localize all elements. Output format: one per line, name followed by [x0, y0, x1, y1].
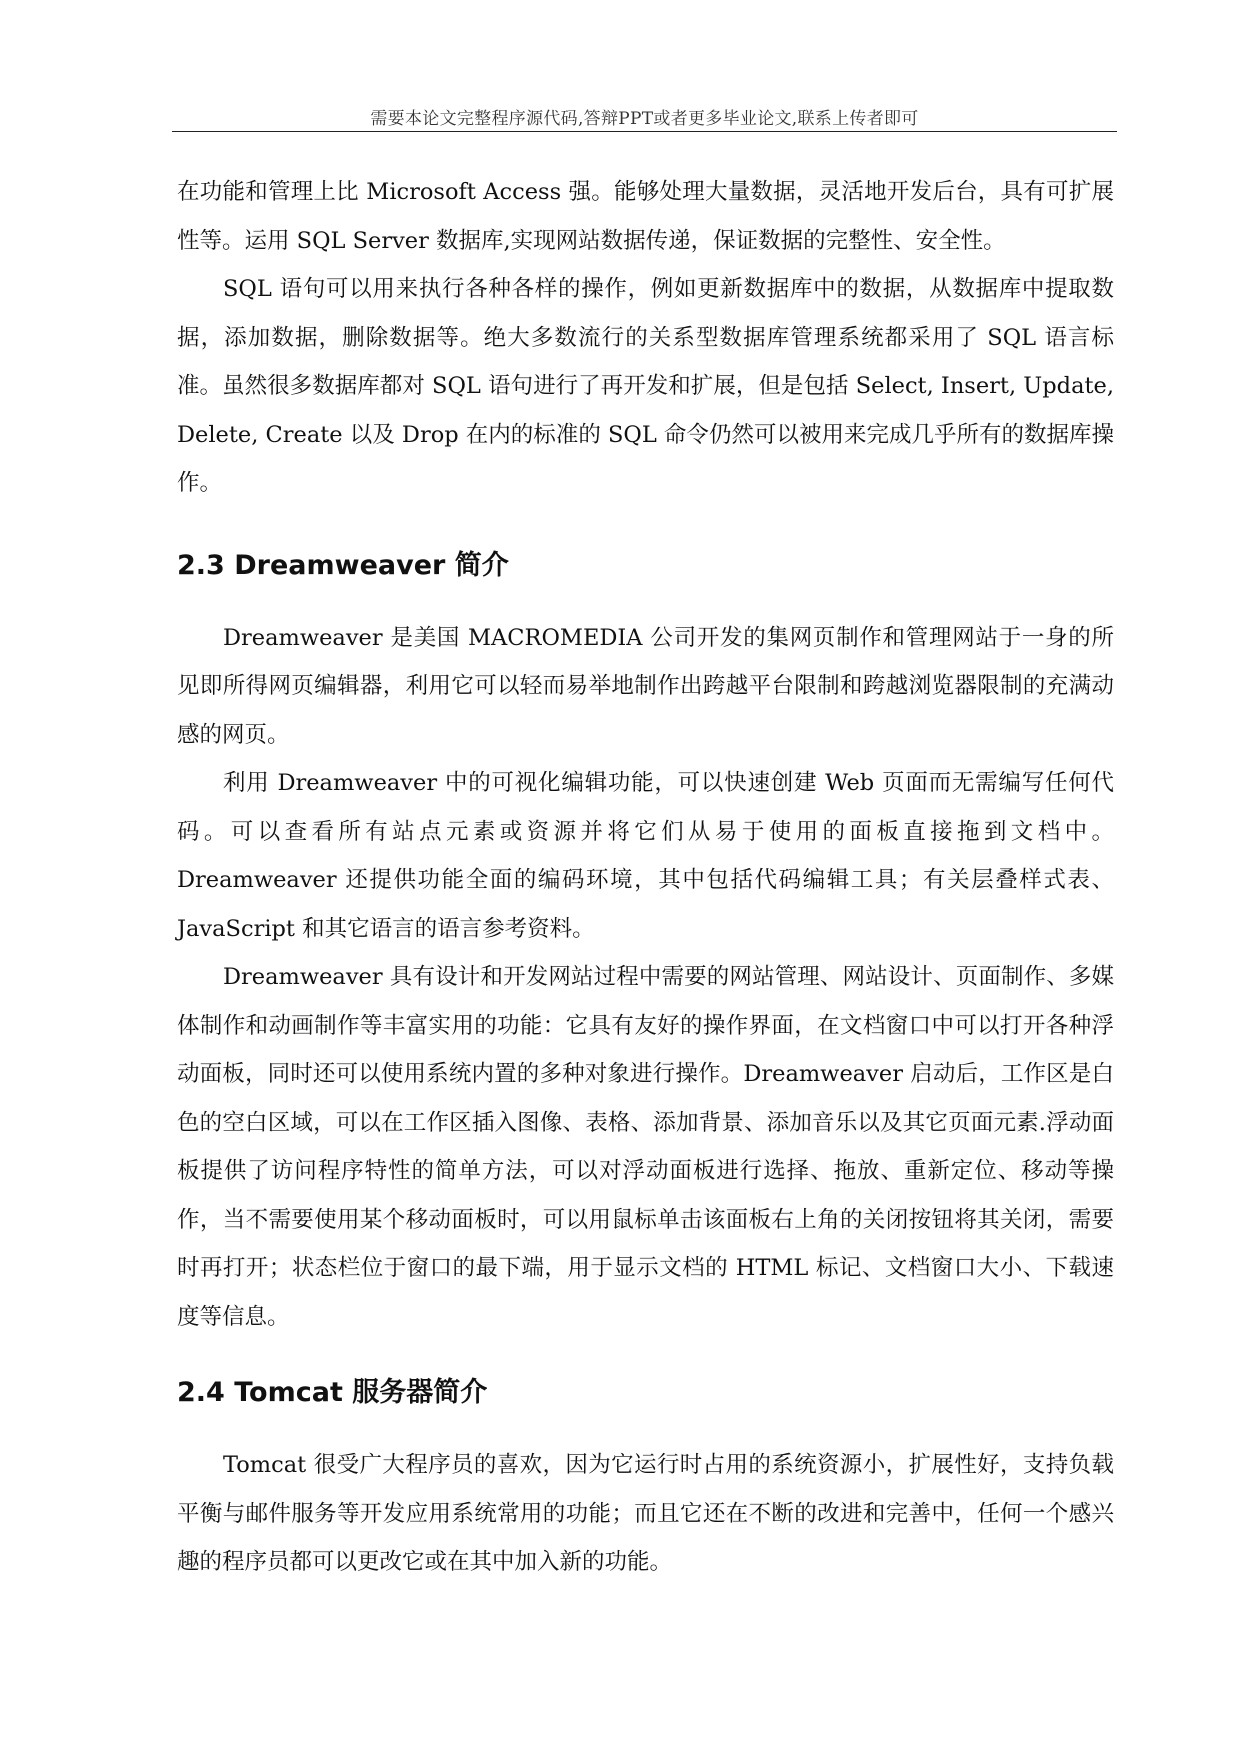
header-rule: [172, 131, 1117, 132]
document-body: [177, 168, 1114, 1587]
paragraph-tomcat-overview: Tomcat 很受广大程序员的喜欢，因为它运行时占用的系统资源小，扩展性好，支持负载平衡与邮件服务等开发应用系统常用的功能；而且它还在不断的改进和完善中，任何一个感兴趣的程序员都可以更改它或在其中加入新的功能。: [177, 1452, 1114, 1575]
section-heading-dreamweaver: 2.3 Dreamweaver 简介: [177, 549, 509, 581]
section-heading-tomcat: 2.4 Tomcat 服务器简介: [177, 1377, 488, 1408]
paragraph-dreamweaver-features: Dreamweaver 具有设计和开发网站过程中需要的网站管理、网站设计、页面制作、多媒体制作和动画制作等丰富实用的功能：它具有友好的操作界面，在文档窗口中可以打开各种浮动面板，同时还可以使用系统内置的多种对象进行操作。Dreamweaver 启动后，工作区是白色的空白区域，可以在工作区插入图像、表格、添加背景、添加音乐以及其它页面元素.浮动面板提供了访问程序特性的简单方法，可以对浮动面板进行选择、拖放、重新定位、移动等操作，当不需要使用某个移动面板时，可以用鼠标单击该面板右上角的关闭按钮将其关闭，需要时再打开；状态栏位于窗口的最下端，用于显示文档的 HTML 标记、文档窗口大小、下载速度等信息。: [177, 964, 1114, 1330]
page-header: 需要本论文完整程序源代码,答辩PPT或者更多毕业论文,联系上传者即可: [370, 109, 919, 129]
paragraph-sql-server-intro: 在功能和管理上比 Microsoft Access 强。能够处理大量数据，灵活地开发后台，具有可扩展性等。运用 SQL Server 数据库,实现网站数据传递，保证数据的完整性、安全性。: [177, 179, 1114, 254]
paragraph-dreamweaver-overview: Dreamweaver 是美国 MACROMEDIA 公司开发的集网页制作和管理网站于一身的所见即所得网页编辑器，利用它可以轻而易举地制作出跨越平台限制和跨越浏览器限制的充满动感的网页。: [177, 624, 1114, 748]
paragraph-dreamweaver-visual-editing: 利用 Dreamweaver 中的可视化编辑功能，可以快速创建 Web 页面而无需编写任何代码。可以查看所有站点元素或资源并将它们从易于使用的面板直接拖到文档中。Dreamweaver 还提供功能全面的编码环境，其中包括代码编辑工具；有关层叠样式表、JavaScript 和其它语言的语言参考资料。: [177, 770, 1114, 942]
paragraph-sql-statements: SQL 语句可以用来执行各种各样的操作，例如更新数据库中的数据，从数据库中提取数据，添加数据，删除数据等。绝大多数流行的关系型数据库管理系统都采用了 SQL 语言标准。虽然很多数据库都对 SQL 语句进行了再开发和扩展，但是包括 Select, Insert, Update, Delete, Create 以及 Drop 在内的标准的 SQL 命令仍然可以被用来完成几乎所有的数据库操作。: [177, 276, 1114, 496]
